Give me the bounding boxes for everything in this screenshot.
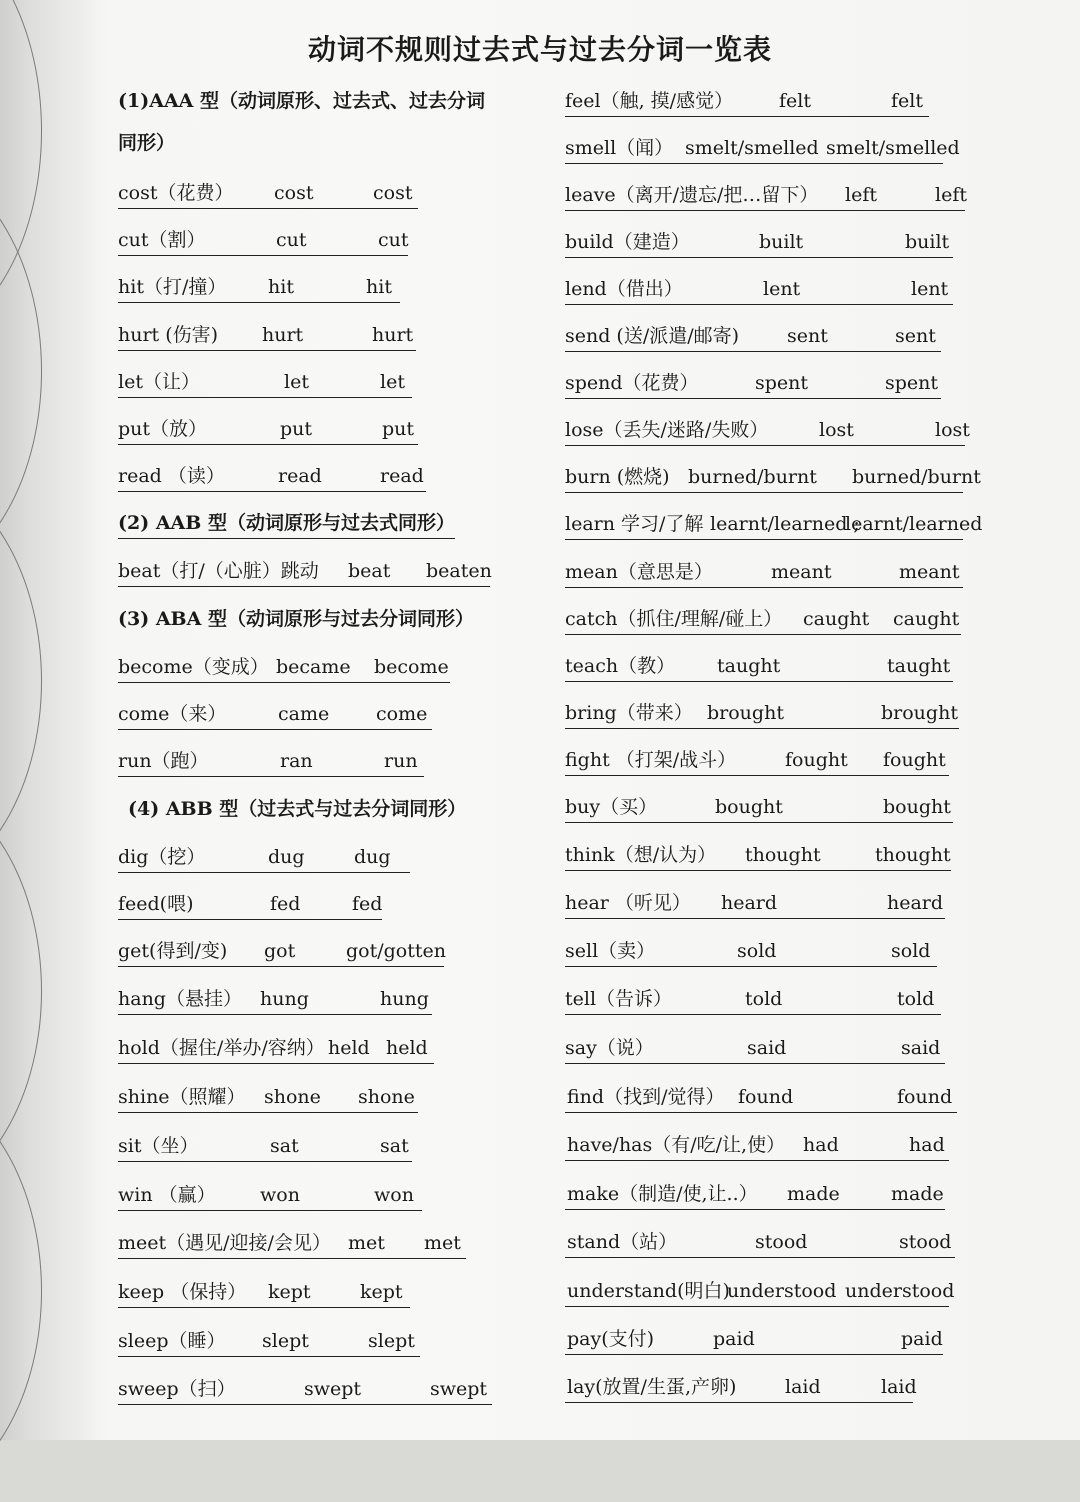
verb-past: slept: [262, 1330, 309, 1352]
verb-past: swept: [304, 1378, 362, 1400]
verb-row: [565, 888, 945, 919]
verb-pp: caught: [893, 608, 960, 630]
verb-pp: cut: [378, 229, 409, 251]
verb-base: mean（意思是）: [565, 561, 713, 583]
verb-pp: stood: [899, 1231, 952, 1253]
verb-past: meant: [771, 561, 832, 583]
verb-pp: come: [376, 703, 428, 725]
verb-base: tell（告诉）: [565, 988, 673, 1010]
verb-past: cost: [274, 182, 314, 204]
verb-past: met: [348, 1232, 385, 1254]
verb-base: bring（带来）: [565, 702, 693, 724]
verb-row: [565, 698, 959, 729]
verb-pp: held: [386, 1037, 428, 1059]
verb-row: [565, 1372, 917, 1403]
verb-past: sent: [787, 325, 828, 347]
verb-past: cut: [276, 229, 307, 251]
verb-base: become（变成）: [118, 656, 269, 678]
verb-row: [118, 984, 432, 1015]
verb-pp: heard: [887, 892, 944, 914]
verb-pp: hurt: [372, 324, 414, 346]
verb-past: came: [278, 703, 330, 725]
verb-row: [565, 840, 951, 871]
verb-row: [565, 1179, 945, 1210]
verb-row: [118, 1131, 412, 1162]
verb-past: shone: [264, 1086, 321, 1108]
verb-row: [565, 1324, 943, 1355]
verb-base: fight （打架/战斗）: [565, 749, 737, 771]
verb-pp: bought: [883, 796, 951, 818]
verb-pp: hung: [380, 988, 429, 1010]
verb-base: hurt (伤害): [118, 324, 219, 346]
verb-pp: sat: [380, 1135, 409, 1157]
verb-pp: understood: [845, 1280, 955, 1302]
verb-pp: put: [382, 418, 415, 440]
verb-base: come（来）: [118, 703, 227, 725]
page-title: 动词不规则过去式与过去分词一览表: [307, 33, 772, 66]
verb-pp: said: [901, 1037, 941, 1059]
verb-base: pay(支付): [567, 1328, 655, 1350]
verb-row: [118, 178, 418, 209]
verb-past: sat: [270, 1135, 299, 1157]
verb-pp: read: [380, 465, 424, 487]
verb-pp: kept: [360, 1281, 403, 1303]
verb-pp: thought: [875, 844, 951, 866]
verb-row: [565, 415, 970, 446]
verb-row: [565, 227, 953, 258]
verb-past: built: [759, 231, 804, 253]
verb-base: lend（借出）: [565, 278, 683, 300]
section-heading-abb: (4) ABB 型（过去式与过去分词同形）: [128, 798, 467, 820]
verb-row: [565, 509, 983, 540]
verb-base: lose（丢失/迷路/失败）: [565, 419, 769, 441]
verb-pp: brought: [881, 702, 958, 724]
verb-pp: smelt/smelled: [826, 137, 960, 159]
verb-pp: hit: [366, 276, 392, 298]
verb-base: lay(放置/生蛋,产卵): [567, 1376, 737, 1398]
verb-past: lent: [763, 278, 801, 300]
verb-past: held: [328, 1037, 370, 1059]
verb-row: [118, 1277, 410, 1308]
verb-pp: built: [905, 231, 950, 253]
verb-pp: met: [424, 1232, 461, 1254]
verb-past: smelt/smelled: [685, 137, 819, 159]
verb-base: let（让）: [118, 371, 200, 393]
verb-past: hung: [260, 988, 309, 1010]
verb-past: hurt: [262, 324, 304, 346]
verb-pp: spent: [885, 372, 939, 394]
verb-row: [118, 1180, 422, 1211]
verb-base: stand（站）: [567, 1231, 678, 1253]
verb-past: heard: [721, 892, 778, 914]
verb-past: taught: [717, 655, 781, 677]
verb-row: [118, 652, 450, 683]
verb-pp: run: [384, 750, 418, 772]
verb-base: put（放）: [118, 418, 208, 440]
verb-row: [565, 274, 953, 305]
verb-base: hold（握住/举办/容纳）: [118, 1037, 325, 1059]
verb-base: send (送/派遣/邮寄): [565, 325, 740, 347]
verb-base: think（想/认为）: [565, 844, 717, 866]
verb-base: hear （听见）: [565, 892, 691, 914]
verb-base: smell（闻）: [565, 137, 674, 159]
verb-base: beat（打/（心脏）跳动: [118, 560, 319, 582]
verb-row: [565, 1130, 949, 1161]
verb-past: brought: [707, 702, 784, 724]
verb-base: hang（悬挂）: [118, 988, 242, 1010]
verb-pp: had: [909, 1134, 945, 1156]
verb-pp: fed: [352, 893, 383, 915]
verb-past: dug: [268, 846, 305, 868]
verb-past: fed: [270, 893, 301, 915]
verb-past: left: [845, 184, 877, 206]
verb-base: read （读）: [118, 465, 225, 487]
verb-row: [565, 86, 929, 117]
verb-base: say（说）: [565, 1037, 654, 1059]
verb-past: sold: [737, 940, 777, 962]
verb-base: hit（打/撞）: [118, 276, 227, 298]
verb-base: shine（照耀）: [118, 1086, 246, 1108]
verb-base: feel（触, 摸/感觉）: [565, 90, 734, 112]
verb-past: bought: [715, 796, 783, 818]
verb-past: won: [260, 1184, 300, 1206]
verb-row: [565, 321, 941, 352]
verb-base: feed(喂): [118, 893, 194, 915]
verb-pp: meant: [899, 561, 960, 583]
verb-past: found: [738, 1086, 794, 1108]
verb-row: [118, 320, 416, 351]
verb-base: have/has（有/吃/让,使）: [567, 1134, 786, 1156]
verb-row: [565, 651, 953, 682]
verb-row: [565, 180, 965, 211]
verb-base: win （赢）: [118, 1184, 216, 1206]
verb-base: cut（割）: [118, 229, 206, 251]
verb-past: hit: [268, 276, 294, 298]
verb-base: leave（离开/遗忘/把…留下）: [565, 184, 819, 206]
verb-row: [565, 133, 960, 164]
verb-base: meet（遇见/迎接/会见）: [118, 1232, 331, 1254]
verb-row: [118, 272, 400, 303]
verb-row: [118, 414, 418, 445]
verb-base: teach（教）: [565, 655, 676, 677]
verb-past: read: [278, 465, 322, 487]
verb-row: [118, 556, 490, 587]
verb-pp: fought: [883, 749, 946, 771]
verb-base: keep （保持）: [118, 1281, 247, 1303]
verb-pp: laid: [881, 1376, 917, 1398]
verb-row: [118, 936, 444, 967]
verb-row: [565, 792, 953, 823]
verb-pp: slept: [368, 1330, 415, 1352]
verb-base: sleep（睡）: [118, 1330, 226, 1352]
section-heading-aba: (3) ABA 型（动词原形与过去分词同形）: [118, 608, 474, 630]
verb-past: fought: [785, 749, 848, 771]
verb-pp: shone: [358, 1086, 415, 1108]
verb-row: [118, 461, 426, 492]
section-heading-aaa-cont: 同形）: [118, 132, 176, 154]
verb-past: had: [803, 1134, 839, 1156]
verb-past: learnt/learned ;: [710, 513, 860, 535]
verb-past: lost: [819, 419, 854, 441]
verb-past: ran: [280, 750, 313, 772]
verb-base: buy（买）: [565, 796, 658, 818]
verb-base: understand(明白): [567, 1280, 730, 1302]
verb-row: [118, 889, 382, 920]
verb-pp: sold: [891, 940, 931, 962]
verb-base: catch（抓住/理解/碰上）: [565, 608, 783, 630]
verb-row: [565, 936, 937, 967]
verb-past: put: [280, 418, 313, 440]
verb-past: made: [787, 1183, 840, 1205]
verb-base: build（建造）: [565, 231, 690, 253]
verb-row: [118, 842, 410, 873]
verb-past: caught: [803, 608, 870, 630]
verb-row: [118, 1326, 420, 1357]
section-heading-aab: (2) AAB 型（动词原形与过去式同形）: [118, 508, 455, 539]
verb-base: cost（花费）: [118, 182, 234, 204]
verb-past: paid: [713, 1328, 755, 1350]
verb-pp: beaten: [426, 560, 492, 582]
verb-row: [565, 984, 941, 1015]
verb-pp: won: [374, 1184, 414, 1206]
verb-pp: learnt/learned: [845, 513, 983, 535]
verb-past: stood: [755, 1231, 808, 1253]
verb-row: [565, 1227, 955, 1258]
verb-past: felt: [779, 90, 811, 112]
verb-past: let: [284, 371, 309, 393]
verb-pp: swept: [430, 1378, 488, 1400]
verb-base: get(得到/变): [118, 940, 228, 962]
verb-pp: sent: [895, 325, 936, 347]
verb-past: spent: [755, 372, 809, 394]
verb-pp: dug: [354, 846, 391, 868]
verb-pp: burned/burnt: [852, 466, 981, 488]
verb-past: burned/burnt: [688, 466, 817, 488]
verb-pp: lent: [911, 278, 949, 300]
verb-past: thought: [745, 844, 821, 866]
verb-past: beat: [348, 560, 391, 582]
verb-row: [118, 1228, 466, 1259]
verb-past: said: [747, 1037, 787, 1059]
verb-base: sit（坐）: [118, 1135, 199, 1157]
verb-pp: become: [374, 656, 449, 678]
verb-pp: taught: [887, 655, 951, 677]
verb-row: [118, 367, 412, 398]
verb-base: sell（卖）: [565, 940, 656, 962]
verb-pp: told: [897, 988, 935, 1010]
verb-row: [565, 1033, 945, 1064]
verb-past: laid: [785, 1376, 821, 1398]
verb-row: [118, 225, 408, 256]
verb-pp: found: [897, 1086, 953, 1108]
verb-row: [118, 699, 432, 730]
verb-pp: cost: [373, 182, 413, 204]
verb-pp: got/gotten: [346, 940, 446, 962]
verb-row: [565, 1082, 957, 1113]
verb-row: [118, 1374, 492, 1405]
verb-base: make（制造/使,让..）: [567, 1183, 758, 1205]
verb-pp: made: [891, 1183, 944, 1205]
verb-pp: lost: [935, 419, 970, 441]
verb-base: dig（挖）: [118, 846, 206, 868]
verb-row: [118, 1033, 434, 1064]
verb-base: learn 学习/了解: [565, 513, 704, 535]
verb-base: spend（花费）: [565, 372, 699, 394]
verb-row: [565, 462, 981, 493]
verb-pp: let: [380, 371, 405, 393]
verb-base: find（找到/觉得）: [567, 1086, 725, 1108]
verb-row: [118, 1082, 418, 1113]
verb-row: [565, 557, 963, 588]
verb-pp: left: [935, 184, 967, 206]
verb-past: told: [745, 988, 783, 1010]
verb-pp: felt: [891, 90, 923, 112]
verb-base: sweep（扫）: [118, 1378, 236, 1400]
section-heading-aaa: (1)AAA 型（动词原形、过去式、过去分词: [118, 90, 486, 112]
verb-row: [565, 1276, 955, 1307]
verb-past: kept: [268, 1281, 311, 1303]
verb-base: run（跑）: [118, 750, 209, 772]
verb-row: [565, 745, 949, 776]
verb-row: [565, 604, 961, 635]
verb-base: burn (燃烧): [565, 466, 670, 488]
verb-row: [565, 368, 941, 399]
verb-pp: paid: [901, 1328, 943, 1350]
verb-past: understood: [727, 1280, 837, 1302]
verb-row: [118, 746, 424, 777]
verb-past: got: [264, 940, 296, 962]
verb-past: became: [276, 656, 351, 678]
